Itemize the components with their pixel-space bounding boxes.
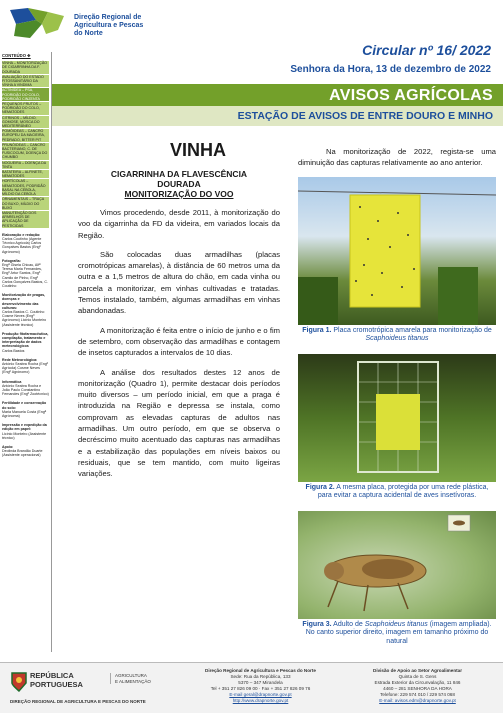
page-header (0, 0, 503, 40)
organization-name: Direção Regional de Agricultura e Pescas do Norte (74, 14, 144, 37)
email-link[interactable]: E-mail: avisos.edm@drapnorte.gov.pt (379, 698, 456, 703)
credit-body: Carlos Bastos (2, 348, 25, 353)
credit-heading: Produção fitofarmacêutica, compilação, tratamento e interpretação de dados meteorológicos (2, 331, 49, 349)
credit-heading: Elaboração e redação: (2, 232, 41, 237)
circular-number: Circular nº 16/ 2022 (362, 42, 491, 58)
credit-body: Maria Manuela Costa (Engª Agrónoma) (2, 409, 47, 419)
credit-heading: Fotografia: (2, 258, 21, 263)
contents-item[interactable]: BATATEIRA – ALFINETE, NEMATODES (2, 170, 49, 178)
contents-item[interactable]: NOGUEIRA – DOENÇA DA TINTA (2, 161, 49, 169)
article-paragraph: São colocadas duas armadilhas (placas cromotrópicas amarelas), à distância de 60 metros uma da outra e a 1,5 metros de altura do chão, em cada vinha ou parcela a monitorizar, em vinhas cultivadas e tratadas. Temos instalado, também, algumas armadilhas em vinhas abandonadas. (78, 249, 280, 316)
banner-station: ESTAÇÃO DE AVISOS DE ENTRE DOURO E MINHO (52, 106, 503, 126)
article-subtitle: CIGARRINHA DA FLAVESCÊNCIA DOURADA MONITORIZAÇÃO DO VOO (110, 169, 248, 199)
credit-body: Licínio Monteiro (Assistente técnico) (2, 431, 47, 440)
page-footer (0, 662, 503, 713)
contents-item[interactable]: HORTÍCOLAS – NEMATODES, PODRIDÃO BASAL NA CEBOLA, MÍLDIO DA CEBOLA (2, 179, 49, 196)
contents-item[interactable]: CITRINOS – MÍLDIO, GOMOSE, MOSCA DO MEDITERRÂNEO (2, 116, 49, 129)
contents-item[interactable]: VINHA – MONITORIZAÇÃO DE CIGARRINHA DA F. DOURADA (2, 61, 48, 74)
figure-1-photo (298, 177, 496, 325)
credit-body: Deolinda Brandão Duarte (Assistente operacional) (2, 449, 43, 458)
email-link[interactable]: E-mail geral@drapnorte.gov.pt (229, 692, 292, 697)
contents-item[interactable]: MANUTENÇÃO DOS APARELHOS DE APLICAÇÃO DE PESTICIDAS (2, 211, 49, 228)
credit-heading: Apoio: (2, 445, 14, 450)
contents-item[interactable]: PEQUENOS FRUTOS – PODRIDÃO DO COLO, NEMATODES (2, 102, 49, 115)
article-column (78, 140, 280, 480)
contents-item[interactable]: POMÓIDEAS – CANCRO EUROPEU DA MACIEIRA, PEDRADO, BITTER PIT (2, 129, 49, 142)
figure-2-caption: Figura 2. A mesma placa, protegida por uma rede plástica, para evitar a captura acidental de aves insetívoras. (305, 483, 489, 500)
sidebar-contents (0, 52, 52, 652)
article-paragraph: Na monitorização de 2022, regista-se uma diminuição das capturas relativamente ao ano anterior. (298, 147, 496, 168)
credit-heading: Rede Meteorológica: (2, 357, 38, 362)
article-paragraph: A análise dos resultados destes 12 anos de monitorização (Quadro 1), permite destacar dois períodos muito diversos – um período inicial, em que a praga é introduzida na Região e depressa se instala, como comprovam as elevadas capturas de adultos nas armadilhas. Um outro período, em que se observa o decréscimo muito acentuado das capturas nas armadilhas e a estabilização das populações em níveis baixos ou residuais, que se tem mantido, com muito ligeiras variações. (78, 367, 280, 479)
republic-coat-of-arms-icon (10, 671, 28, 693)
figure-3-photo (298, 511, 496, 619)
figure-1 (298, 177, 496, 346)
figure-2 (298, 354, 496, 503)
address-headquarters: Direção Regional de Agricultura e Pescas do Norte Sede: Rua da República, 133 5370 – 347 Mirandela Tel + 351 27 826 09 00 · Fax + 351 27 826 09 76 E-mail geral@drapnorte.gov.pt http://www.drapnorte.gov.pt (193, 668, 328, 704)
contents-item[interactable]: ACTINÍDEA – PSA, PODRIDÃO DO COLO, PODRIDÃO CINZENTA (2, 88, 49, 101)
drap-footer-name: DIREÇÃO REGIONAL DE AGRICULTURA E PESCAS DO NORTE (10, 699, 146, 704)
article-right-column (298, 146, 496, 648)
sidebar-title: CONTEÚDO ✥ (2, 53, 31, 58)
contents-item[interactable]: ORNAMENTAIS – TRAÇA DO BUXO, MÍLDIO DO BUXO (2, 197, 49, 210)
figure-2-photo (298, 354, 496, 482)
figure-3-caption: Figura 3. Adulto de Scaphoideus titanus (imagem ampliada). No canto superior direito, imagem em tamanho próximo do natural (302, 620, 492, 645)
address-division: Divisão de Apoio ao Setor Agroalimentar Quinta de S. Gens Estrada Exterior da Circunvalação, 11 846 4460 – 281 SENHORA DA HORA Telefone: 229 574 010 / 229 574 068 E-mail: avisos.edm@drapnorte.gov.pt (340, 668, 495, 704)
credit-body: Carlos Bastos C. Coutinho Cosme Neves (Engº Agrónomo) Licínio Monteiro (Assistente técnico) (2, 309, 47, 327)
website-link[interactable]: http://www.drapnorte.gov.pt (232, 698, 289, 703)
article-paragraph: A monitorização é feita entre o início de junho e o fim de setembro, com observação das armadilhas e contagem de insetos capturados a intervalos de 10 dias. (78, 325, 280, 358)
credit-heading: Informática (2, 379, 22, 384)
contents-item[interactable]: AVALIAÇÃO DO ESTADO FITOSSANITÁRIO DA VINHA A VINDIMA (2, 75, 49, 88)
credit-body: António Seabra Rocha (Engº Agrícola) Cosme Neves (Engº Agrónomo) (2, 362, 49, 375)
figure-1-caption: Figura 1. Placa cromotrópica amarela para monitorização de Scaphoideus titanus (302, 326, 492, 343)
credit-heading: Impressão e expedição da edição em papel: (2, 423, 47, 432)
ministry-name: AGRICULTURA E ALIMENTAÇÃO (110, 673, 151, 684)
credit-body: António Seabra Rocha e João Paulo Constantino Fernandes (Engº Zootécnico) (2, 383, 49, 397)
banner-avisos: AVISOS AGRÍCOLAS (52, 84, 503, 106)
drapn-logo-icon (8, 6, 68, 40)
credit-body: Engª Gisela Chicau, Alfª Teresa Maria Fernandes, Engº Artur Santos, Engº Camilo de Pinho, Engº Carlos Gonçalves Bastos, C. Coutinho (2, 262, 48, 288)
republic-name: REPÚBLICA PORTUGUESA (30, 671, 83, 689)
figure-3 (298, 511, 496, 649)
circular-date: Senhora da Hora, 13 de dezembro de 2022 (290, 64, 491, 75)
credit-heading: Monitorização de pragas, doenças e desenvolvimento das culturas: (2, 293, 46, 310)
credit-heading: Fertilidade e conservação do solo: (2, 401, 47, 410)
article-paragraph: Vimos procedendo, desde 2011, à monitorização do voo da cigarrinha da FD da videira, em variados locais da Região. (78, 208, 280, 240)
article-title: VINHA (169, 140, 226, 160)
contents-item[interactable]: PRUNÓIDEAS – CANCRO BACTERIANO, C. DE FUSICOCUM, DOENÇA DO CHUMBO (2, 142, 48, 160)
credit-body: Carlos Coutinho (Agente Técnico Agrícola) Carlos Gonçalves Bastos (Engº Agrónomo) (2, 236, 42, 254)
